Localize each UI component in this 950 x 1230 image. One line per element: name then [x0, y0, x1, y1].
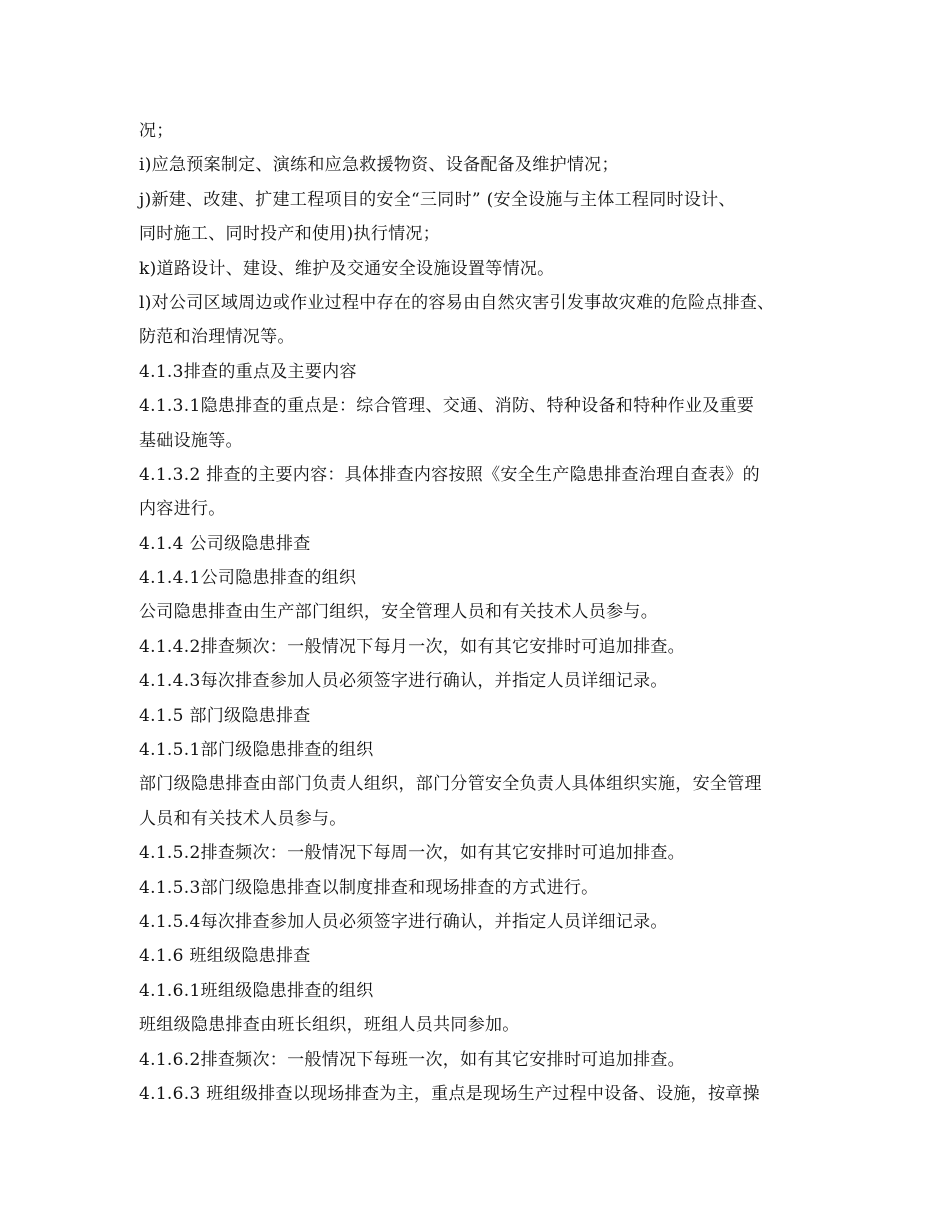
text-line: 4.1.6.2排查频次：一般情况下每班一次，如有其它安排时可追加排查。	[139, 1049, 685, 1070]
text-line: 公司隐患排查由生产部门组织，安全管理人员和有关技术人员参与。	[139, 602, 658, 623]
subsection-heading: 4.1.6.1班组级隐患排查的组织	[139, 980, 374, 1001]
text-line: 4.1.5.4每次排查参加人员必须签字进行确认，并指定人员详细记录。	[139, 911, 668, 932]
section-heading: 4.1.4 公司级隐患排查	[139, 533, 311, 554]
subsection-heading: 4.1.4.1公司隐患排查的组织	[139, 568, 357, 589]
text-line: k)道路设计、建设、维护及交通安全设施设置等情况。	[139, 258, 555, 279]
text-line: 4.1.3.2 排查的主要内容：具体排查内容按照《安全生产隐患排查治理自查表》的	[139, 464, 760, 485]
text-line: 4.1.4.2排查频次：一般情况下每月一次，如有其它安排时可追加排查。	[139, 636, 685, 657]
text-line: 内容进行。	[139, 499, 226, 520]
section-heading: 4.1.5 部门级隐患排查	[139, 705, 311, 726]
section-heading: 4.1.3排查的重点及主要内容	[139, 361, 357, 382]
text-line: 4.1.4.3每次排查参加人员必须签字进行确认，并指定人员详细记录。	[139, 671, 668, 692]
text-line: 同时施工、同时投产和使用)执行情况；	[139, 224, 441, 245]
text-line: 班组级隐患排查由班长组织，班组人员共同参加。	[139, 1015, 520, 1036]
text-line: 4.1.3.1隐患排查的重点是：综合管理、交通、消防、特种设备和特种作业及重要	[139, 396, 755, 417]
subsection-heading: 4.1.5.1部门级隐患排查的组织	[139, 740, 374, 761]
text-line: 4.1.5.3部门级隐患排查以制度排查和现场排查的方式进行。	[139, 877, 599, 898]
document-body	[139, 114, 839, 1111]
text-line: 部门级隐患排查由部门负责人组织，部门分管安全负责人具体组织实施，安全管理	[139, 774, 762, 795]
text-line: j)新建、改建、扩建工程项目的安全“三同时” (安全设施与主体工程同时设计、	[139, 189, 736, 210]
text-line: 4.1.6.3 班组级排查以现场排查为主，重点是现场生产过程中设备、设施，按章操	[139, 1083, 760, 1104]
text-line: 防范和治理情况等。	[139, 327, 295, 348]
text-line: 况；	[139, 121, 174, 141]
text-line: l)对公司区域周边或作业过程中存在的容易由自然灾害引发事故灾难的危险点排查、	[139, 292, 775, 313]
text-line: 人员和有关技术人员参与。	[139, 808, 347, 829]
text-line: 基础设施等。	[139, 430, 243, 451]
text-line: i)应急预案制定、演练和应急救援物资、设备配备及维护情况；	[139, 155, 619, 176]
text-line: 4.1.5.2排查频次：一般情况下每周一次，如有其它安排时可追加排查。	[139, 843, 685, 864]
section-heading: 4.1.6 班组级隐患排查	[139, 946, 311, 967]
